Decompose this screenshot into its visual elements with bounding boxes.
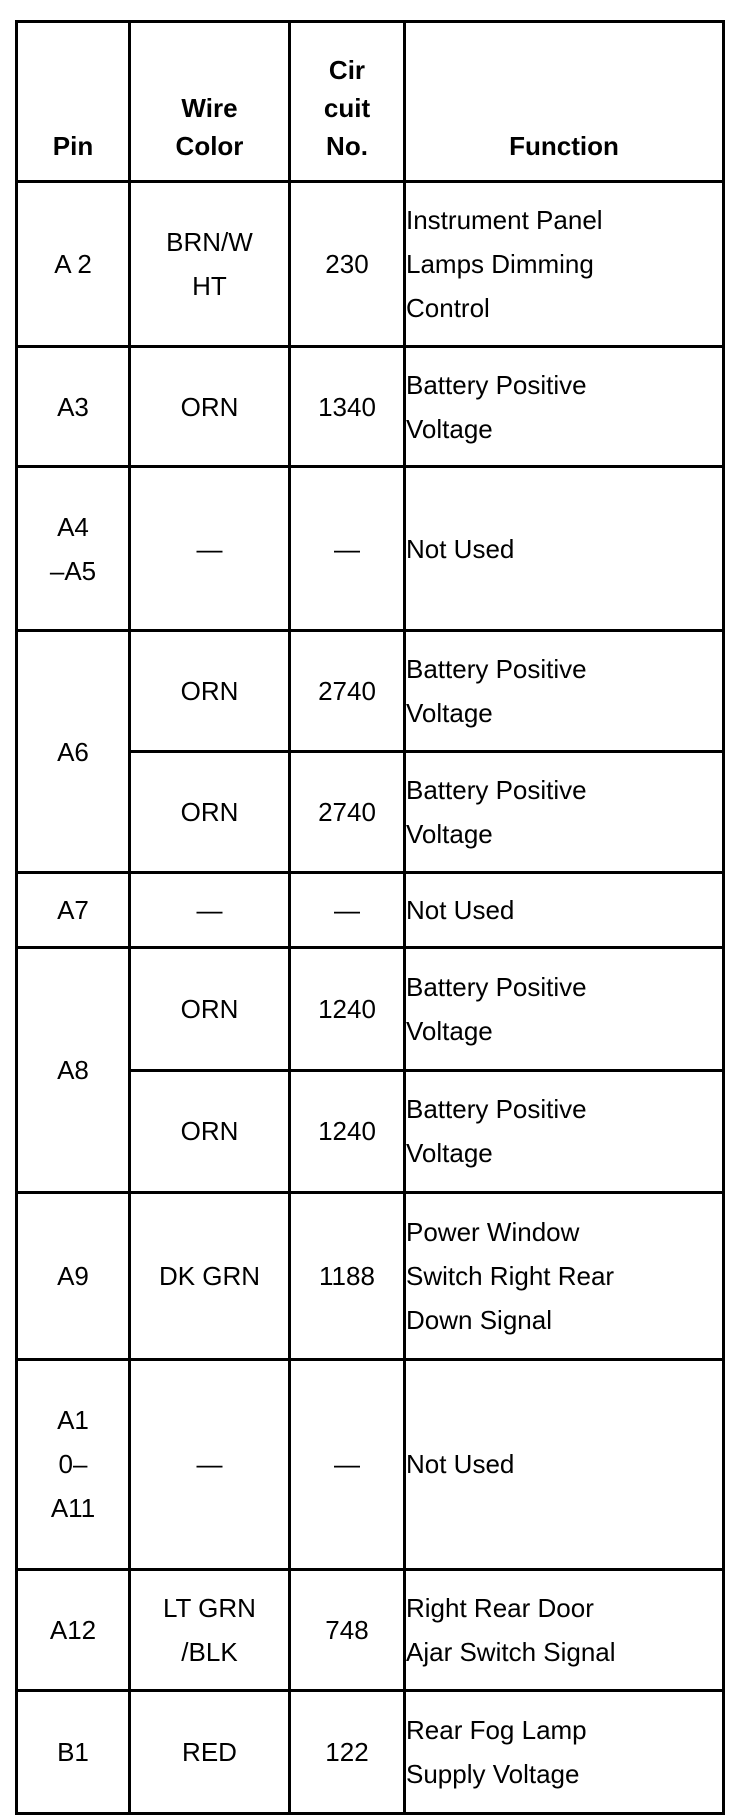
pin-cell: A 2 — [17, 182, 130, 347]
circuit-cell: 1240 — [290, 1071, 405, 1192]
table-row — [17, 631, 724, 751]
pin-table — [15, 20, 725, 1815]
circuit-cell: 2740 — [290, 751, 405, 872]
circuit-cell: 1188 — [290, 1192, 405, 1359]
wire-color-cell: — — [130, 872, 290, 947]
wire-color-cell: ORN — [130, 347, 290, 467]
function-cell: Not Used — [405, 872, 724, 947]
table-row — [17, 872, 724, 947]
function-cell: Not Used — [405, 1359, 724, 1569]
table-row — [17, 347, 724, 467]
circuit-cell: — — [290, 1359, 405, 1569]
wire-color-cell: LT GRN /BLK — [130, 1569, 290, 1690]
table-row — [17, 467, 724, 631]
function-cell: Battery Positive Voltage — [405, 347, 724, 467]
wire-color-cell: RED — [130, 1691, 290, 1814]
header-wire-color: Wire Color — [130, 22, 290, 182]
circuit-cell: 1240 — [290, 948, 405, 1071]
pin-cell: A12 — [17, 1569, 130, 1690]
header-row — [17, 22, 724, 182]
function-cell: Battery Positive Voltage — [405, 948, 724, 1071]
wire-color-cell: ORN — [130, 1071, 290, 1192]
pin-cell: B1 — [17, 1691, 130, 1814]
function-cell: Battery Positive Voltage — [405, 1071, 724, 1192]
wire-color-cell: ORN — [130, 751, 290, 872]
pin-cell: A3 — [17, 347, 130, 467]
table-row — [17, 182, 724, 347]
pin-cell: A4 –A5 — [17, 467, 130, 631]
circuit-cell: 230 — [290, 182, 405, 347]
table-row — [17, 948, 724, 1071]
function-cell: Power Window Switch Right Rear Down Signal — [405, 1192, 724, 1359]
circuit-cell: — — [290, 872, 405, 947]
wire-color-cell: ORN — [130, 631, 290, 751]
wire-color-cell: — — [130, 467, 290, 631]
table-row — [17, 1192, 724, 1359]
function-cell: Instrument Panel Lamps Dimming Control — [405, 182, 724, 347]
circuit-cell: 2740 — [290, 631, 405, 751]
circuit-cell: 1340 — [290, 347, 405, 467]
circuit-cell: 122 — [290, 1691, 405, 1814]
table-row — [17, 1691, 724, 1814]
header-pin: Pin — [17, 22, 130, 182]
pin-cell: A9 — [17, 1192, 130, 1359]
wire-color-cell: BRN/W HT — [130, 182, 290, 347]
table-row — [17, 1359, 724, 1569]
header-function: Function — [405, 22, 724, 182]
header-circuit-no: Cir cuit No. — [290, 22, 405, 182]
pin-cell: A7 — [17, 872, 130, 947]
function-cell: Battery Positive Voltage — [405, 751, 724, 872]
wire-color-cell: ORN — [130, 948, 290, 1071]
function-cell: Battery Positive Voltage — [405, 631, 724, 751]
pin-cell: A8 — [17, 948, 130, 1192]
function-cell: Not Used — [405, 467, 724, 631]
pin-cell: A1 0– A11 — [17, 1359, 130, 1569]
wire-color-cell: DK GRN — [130, 1192, 290, 1359]
function-cell: Rear Fog Lamp Supply Voltage — [405, 1691, 724, 1814]
circuit-cell: — — [290, 467, 405, 631]
pin-cell: A6 — [17, 631, 130, 873]
wire-color-cell: — — [130, 1359, 290, 1569]
table-row — [17, 1569, 724, 1690]
function-cell: Right Rear Door Ajar Switch Signal — [405, 1569, 724, 1690]
circuit-cell: 748 — [290, 1569, 405, 1690]
